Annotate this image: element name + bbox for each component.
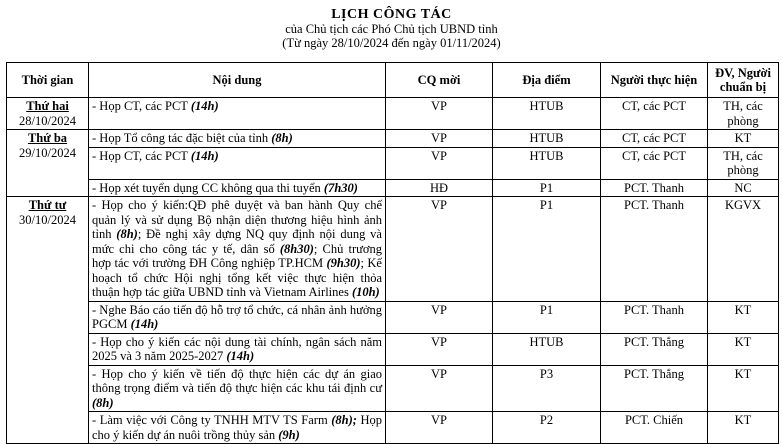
table-row: [7, 333, 779, 365]
preparer-cell: KT: [708, 333, 779, 365]
preparer-cell: KGVX: [708, 197, 779, 302]
preparer-cell: KT: [708, 412, 779, 444]
agenda-time: (8h30): [279, 241, 314, 256]
day-name: Thứ ba: [27, 131, 68, 145]
document-period: (Từ ngày 28/10/2024 đến ngày 01/11/2024): [282, 36, 501, 50]
day-cell: [7, 130, 89, 197]
agenda-text: ; Kế hoạch tổ chức Hội nghị tổng kết việc thực hiện thỏa thuận hợp tác giữa UBND tỉnh và Vietnam Airlines: [92, 256, 382, 299]
executor-cell: PCT. Thanh: [601, 197, 708, 302]
agenda-text: - Họp CT, các PCT: [92, 148, 191, 163]
agenda-time: (14h): [190, 99, 219, 113]
agenda-text: - Họp cho ý kiến các nội dung tài chính, ngân sách năm 2025 và 3 năm 2025-2027: [92, 334, 382, 363]
agenda-time: (8h);: [331, 413, 357, 427]
column-header-content: Nội dung: [89, 63, 386, 98]
agenda-content: [89, 98, 386, 130]
table-row: [7, 179, 779, 197]
agenda-time: (8h): [92, 395, 114, 410]
inviting-agency-cell: HĐ: [386, 179, 493, 197]
column-header-time: Thời gian: [7, 63, 89, 98]
agenda-content: [89, 412, 386, 444]
inviting-agency-cell: VP: [386, 412, 493, 444]
day-date: 29/10/2024: [19, 145, 76, 160]
inviting-agency-cell: VP: [386, 130, 493, 148]
agenda-time: (8h): [116, 227, 138, 241]
agenda-time: (14h): [226, 349, 255, 363]
agenda-time: (8h): [271, 131, 293, 145]
agenda-content: [89, 147, 386, 179]
agenda-time: (9h): [278, 427, 300, 442]
location-cell: HTUB: [493, 98, 601, 130]
agenda-content: [89, 197, 386, 302]
table-header-row: [7, 63, 779, 98]
agenda-content: [89, 365, 386, 412]
agenda-text: - Nghe Báo cáo tiến độ hỗ trợ tổ chức, cá nhân ảnh hưởng PGCM: [92, 302, 382, 331]
agenda-text: - Họp CT, các PCT: [92, 99, 191, 113]
inviting-agency-cell: VP: [386, 98, 493, 130]
preparer-cell: TH, các phòng: [708, 147, 779, 179]
agenda-time: (14h): [130, 317, 159, 331]
location-cell: HTUB: [493, 130, 601, 148]
location-cell: HTUB: [493, 147, 601, 179]
preparer-cell: NC: [708, 179, 779, 197]
agenda-time: (14h): [190, 148, 219, 163]
column-header-preparer: ĐV, Người chuẩn bị: [708, 63, 779, 98]
day-cell: [7, 98, 89, 130]
column-header-location: Địa điểm: [493, 63, 601, 98]
inviting-agency-cell: VP: [386, 365, 493, 412]
location-cell: P1: [493, 179, 601, 197]
agenda-time: (7h30): [323, 180, 358, 195]
preparer-cell: KT: [708, 365, 779, 412]
executor-cell: CT, các PCT: [601, 130, 708, 148]
table-row: [7, 147, 779, 179]
executor-cell: PCT. Thanh: [601, 179, 708, 197]
location-cell: P2: [493, 412, 601, 444]
preparer-cell: KT: [708, 301, 779, 333]
inviting-agency-cell: VP: [386, 333, 493, 365]
column-header-executor: Người thực hiện: [601, 63, 708, 98]
executor-cell: PCT. Chiến: [601, 412, 708, 444]
schedule-body: [7, 98, 779, 444]
agenda-time: (10h): [351, 285, 380, 299]
day-name: Thứ hai: [26, 99, 69, 113]
executor-cell: PCT. Thắng: [601, 333, 708, 365]
table-row: [7, 197, 779, 302]
document-title: LỊCH CÔNG TÁC: [331, 7, 452, 22]
table-row: [7, 412, 779, 444]
inviting-agency-cell: VP: [386, 197, 493, 302]
table-row: [7, 98, 779, 130]
agenda-text: - Họp cho ý kiến về tiến độ thực hiện các dự án giao thông trọng điểm và tiến độ thực hiện các khu tái định cư: [92, 366, 382, 395]
executor-cell: PCT. Thanh: [601, 301, 708, 333]
agenda-text: - Làm việc với Công ty TNHH MTV TS Farm: [92, 413, 332, 427]
location-cell: HTUB: [493, 333, 601, 365]
day-name: Thứ tư: [28, 198, 67, 212]
agenda-content: [89, 301, 386, 333]
preparer-cell: KT: [708, 130, 779, 148]
day-date: 30/10/2024: [19, 212, 76, 227]
column-header-inviting-agency: CQ mời: [386, 63, 493, 98]
agenda-text: - Họp Tổ công tác đặc biệt của tỉnh: [92, 131, 272, 145]
table-row: [7, 130, 779, 148]
day-date: 28/10/2024: [19, 113, 76, 128]
table-row: [7, 301, 779, 333]
location-cell: P1: [493, 301, 601, 333]
location-cell: P3: [493, 365, 601, 412]
document-subtitle: của Chủ tịch các Phó Chủ tịch UBND tỉnh: [285, 22, 498, 36]
day-cell: [7, 197, 89, 444]
executor-cell: CT, các PCT: [601, 98, 708, 130]
document-header: [0, 0, 783, 50]
agenda-content: [89, 333, 386, 365]
inviting-agency-cell: VP: [386, 147, 493, 179]
agenda-text: ; Chủ trương hợp tác với trường ĐH Công nghiệp TP.HCM: [92, 241, 382, 270]
agenda-text: - Họp cho ý kiến:QĐ phê duyệt và ban hành Quy chế quản lý và sử dụng Bộ nhận diện thương hiệu hình ảnh tỉnh: [92, 198, 382, 241]
agenda-text: - Họp xét tuyển dụng CC không qua thi tuyển: [92, 180, 324, 195]
agenda-text: Họp cho ý kiến dự án nuôi trồng thủy sản: [92, 413, 382, 442]
agenda-text: ; Đề nghị xây dựng NQ quy định nội dung và mức chi cho công tác y tế, dân số: [92, 227, 382, 256]
preparer-cell: TH, các phòng: [708, 98, 779, 130]
executor-cell: CT, các PCT: [601, 147, 708, 179]
schedule-table: [6, 62, 779, 444]
agenda-content: [89, 179, 386, 197]
agenda-content: [89, 130, 386, 148]
agenda-time: (9h30): [326, 256, 361, 270]
table-row: [7, 365, 779, 412]
executor-cell: PCT. Thắng: [601, 365, 708, 412]
inviting-agency-cell: VP: [386, 301, 493, 333]
location-cell: P1: [493, 197, 601, 302]
